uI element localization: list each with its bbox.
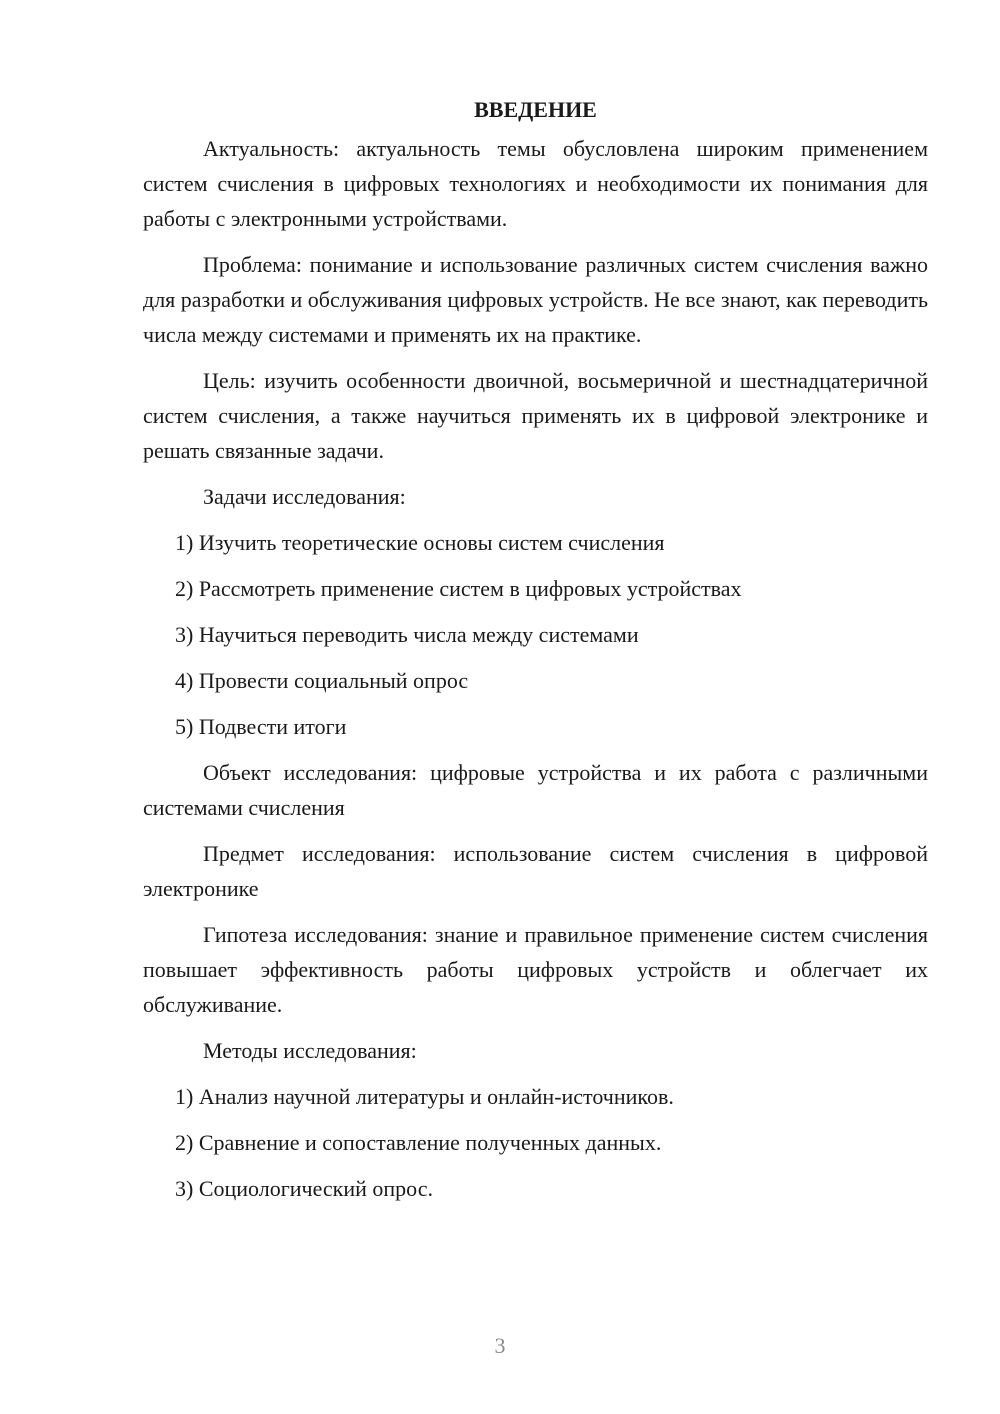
list-item: 5) Подвести итоги [175,714,347,739]
methods-list [143,1079,928,1206]
tasks-list [143,525,928,744]
list-item: 3) Научиться переводить числа между системами [175,622,639,647]
list-item: 1) Изучить теоретические основы систем счисления [175,530,665,555]
paragraph-goal: Цель: изучить особенности двоичной, восьмеричной и шестнадцатеричной систем счисления, а также научиться применять их в цифровой электронике и решать связанные задачи. [143,368,928,463]
list-item: 3) Социологический опрос. [175,1176,433,1201]
methods-heading: Методы исследования: [203,1038,417,1063]
list-item: 2) Сравнение и сопоставление полученных данных. [175,1130,662,1155]
paragraph-subject: Предмет исследования: использование систем счисления в цифровой электронике [143,841,928,901]
paragraph-problem: Проблема: понимание и использование различных систем счисления важно для разработки и обслуживания цифровых устройств. Не все знают, как переводить числа между системами и применять их на практике. [143,252,928,347]
paragraph-relevance: Актуальность: актуальность темы обусловлена широким применением систем счисления в цифровых технологиях и необходимости их понимания для работы с электронными устройствами. [143,136,928,231]
tasks-heading: Задачи исследования: [203,484,406,509]
list-item: 4) Провести социальный опрос [175,668,469,693]
list-item: 2) Рассмотреть применение систем в цифровых устройствах [175,576,742,601]
page-number: 3 [494,1333,506,1358]
list-item: 1) Анализ научной литературы и онлайн-источников. [175,1084,674,1109]
paragraph-object: Объект исследования: цифровые устройства и их работа с различными системами счисления [143,760,928,820]
page-title: ВВЕДЕНИЕ [474,97,597,122]
page-content [143,92,928,1206]
paragraph-hypothesis: Гипотеза исследования: знание и правильное применение систем счисления повышает эффективность работы цифровых устройств и облегчает их обслуживание. [143,922,928,1017]
